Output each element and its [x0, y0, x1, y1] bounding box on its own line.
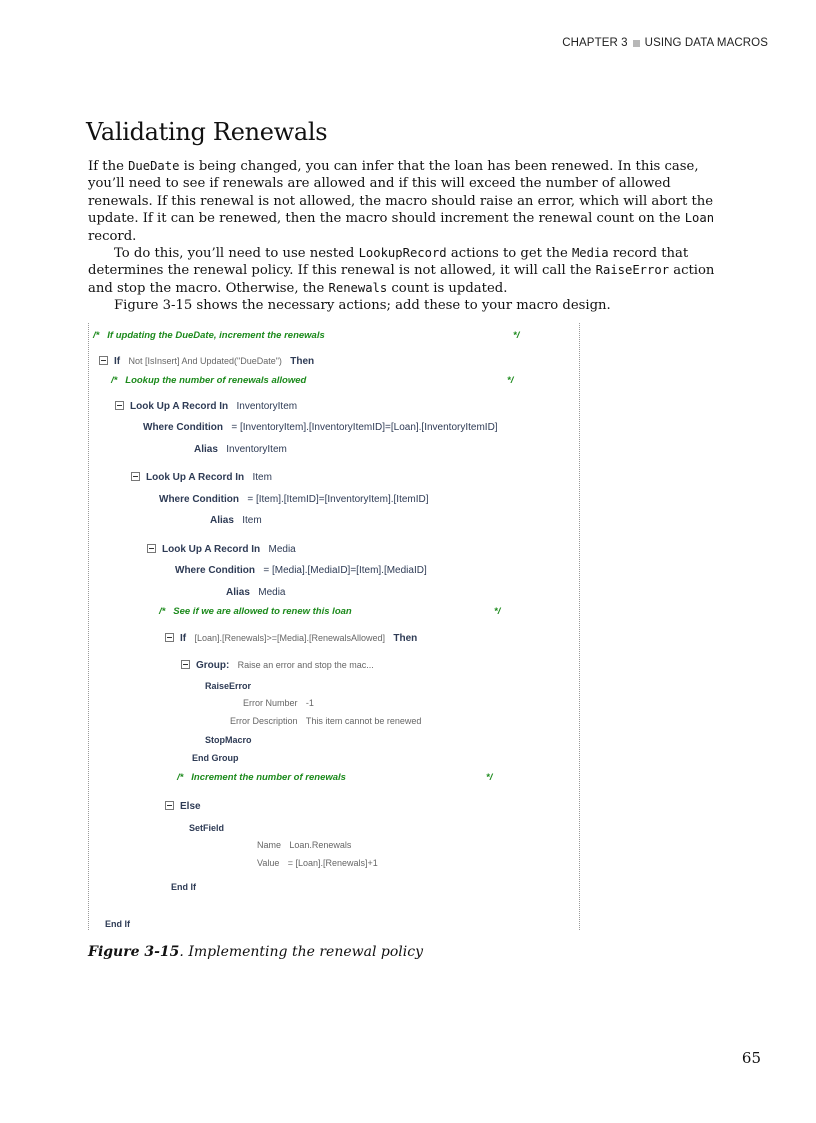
raise-error-action[interactable]: RaiseError — [205, 681, 252, 691]
lookup-record-action[interactable]: Look Up A Record In Item — [131, 472, 272, 484]
where-condition-row[interactable]: Where Condition = [Item].[ItemID]=[InventoryItem].[ItemID] — [159, 494, 429, 505]
where-condition-row[interactable]: Where Condition = [InventoryItem].[InventoryItemID]=[Loan].[InventoryItemID] — [143, 422, 498, 433]
end-if-label: End If — [105, 919, 130, 929]
end-group-label: End Group — [192, 753, 239, 763]
paragraph-2: To do this, you’ll need to use nested LookupRecord actions to get the Media record that determines the renewal policy. If this renewal is not allowed, it will call the RaiseError action and stop the macro. Otherwise, the Renewals count is updated. — [88, 246, 715, 296]
stop-macro-action[interactable]: StopMacro — [205, 735, 252, 745]
comment-line: /* Lookup the number of renewals allowed — [111, 375, 307, 386]
collapse-icon[interactable] — [165, 801, 174, 810]
comment-end: */ — [513, 330, 520, 341]
comment-end: */ — [507, 375, 514, 386]
value-row[interactable]: Value = [Loan].[Renewals]+1 — [257, 858, 378, 868]
collapse-icon[interactable] — [147, 544, 156, 553]
name-row[interactable]: Name Loan.Renewals — [257, 840, 352, 850]
if-block-header[interactable]: If [Loan].[Renewals]>=[Media].[RenewalsAllowed] Then — [165, 632, 417, 645]
comment-end: */ — [486, 772, 493, 783]
comment-line: /* See if we are allowed to renew this loan — [159, 606, 352, 617]
page-number: 65 — [741, 1049, 761, 1067]
paragraph-3: Figure 3-15 shows the necessary actions; add these to your macro design. — [114, 298, 611, 314]
collapse-icon[interactable] — [165, 633, 174, 642]
if-block-header[interactable]: If Not [IsInsert] And Updated("DueDate") Then — [99, 355, 314, 368]
set-field-action[interactable]: SetField — [189, 823, 225, 833]
paragraph-1: If the DueDate is being changed, you can infer that the loan has been renewed. In this case, you’ll need to see if renewals are allowed and if this will exceed the number of allowed renewals. If this renewal is not allowed, the macro should raise an error, which will abort the update. If it can be renewed, then the macro should increment the renewal count on the Loan record. — [88, 159, 715, 244]
lookup-record-action[interactable]: Look Up A Record In InventoryItem — [115, 401, 297, 413]
error-number-row[interactable]: Error Number -1 — [243, 698, 314, 708]
chapter-title: USING DATA MACROS — [644, 37, 768, 49]
group-block-header[interactable]: Group: Raise an error and stop the mac... — [181, 659, 374, 672]
comment-line: /* Increment the number of renewals — [177, 772, 346, 783]
collapse-icon[interactable] — [99, 356, 108, 365]
body-text — [88, 158, 728, 315]
macro-figure — [88, 323, 580, 930]
collapse-icon[interactable] — [181, 660, 190, 669]
section-title: Validating Renewals — [86, 118, 328, 146]
alias-row[interactable]: Alias Item — [210, 515, 262, 526]
error-description-row[interactable]: Error Description This item cannot be renewed — [230, 716, 422, 726]
alias-row[interactable]: Alias Media — [226, 587, 286, 598]
comment-end: */ — [494, 606, 501, 617]
alias-row[interactable]: Alias InventoryItem — [194, 444, 287, 455]
lookup-record-action[interactable]: Look Up A Record In Media — [147, 544, 296, 556]
comment-line: /* If updating the DueDate, increment the renewals — [93, 330, 325, 341]
chapter-label: CHAPTER 3 — [562, 37, 628, 49]
running-header — [562, 37, 768, 49]
else-block-header[interactable]: Else — [165, 801, 201, 813]
collapse-icon[interactable] — [131, 472, 140, 481]
end-if-label: End If — [171, 882, 196, 892]
where-condition-row[interactable]: Where Condition = [Media].[MediaID]=[Item].[MediaID] — [175, 565, 427, 576]
figure-caption: Figure 3-15. Implementing the renewal policy — [88, 944, 423, 960]
header-separator-icon — [633, 40, 640, 47]
collapse-icon[interactable] — [115, 401, 124, 410]
